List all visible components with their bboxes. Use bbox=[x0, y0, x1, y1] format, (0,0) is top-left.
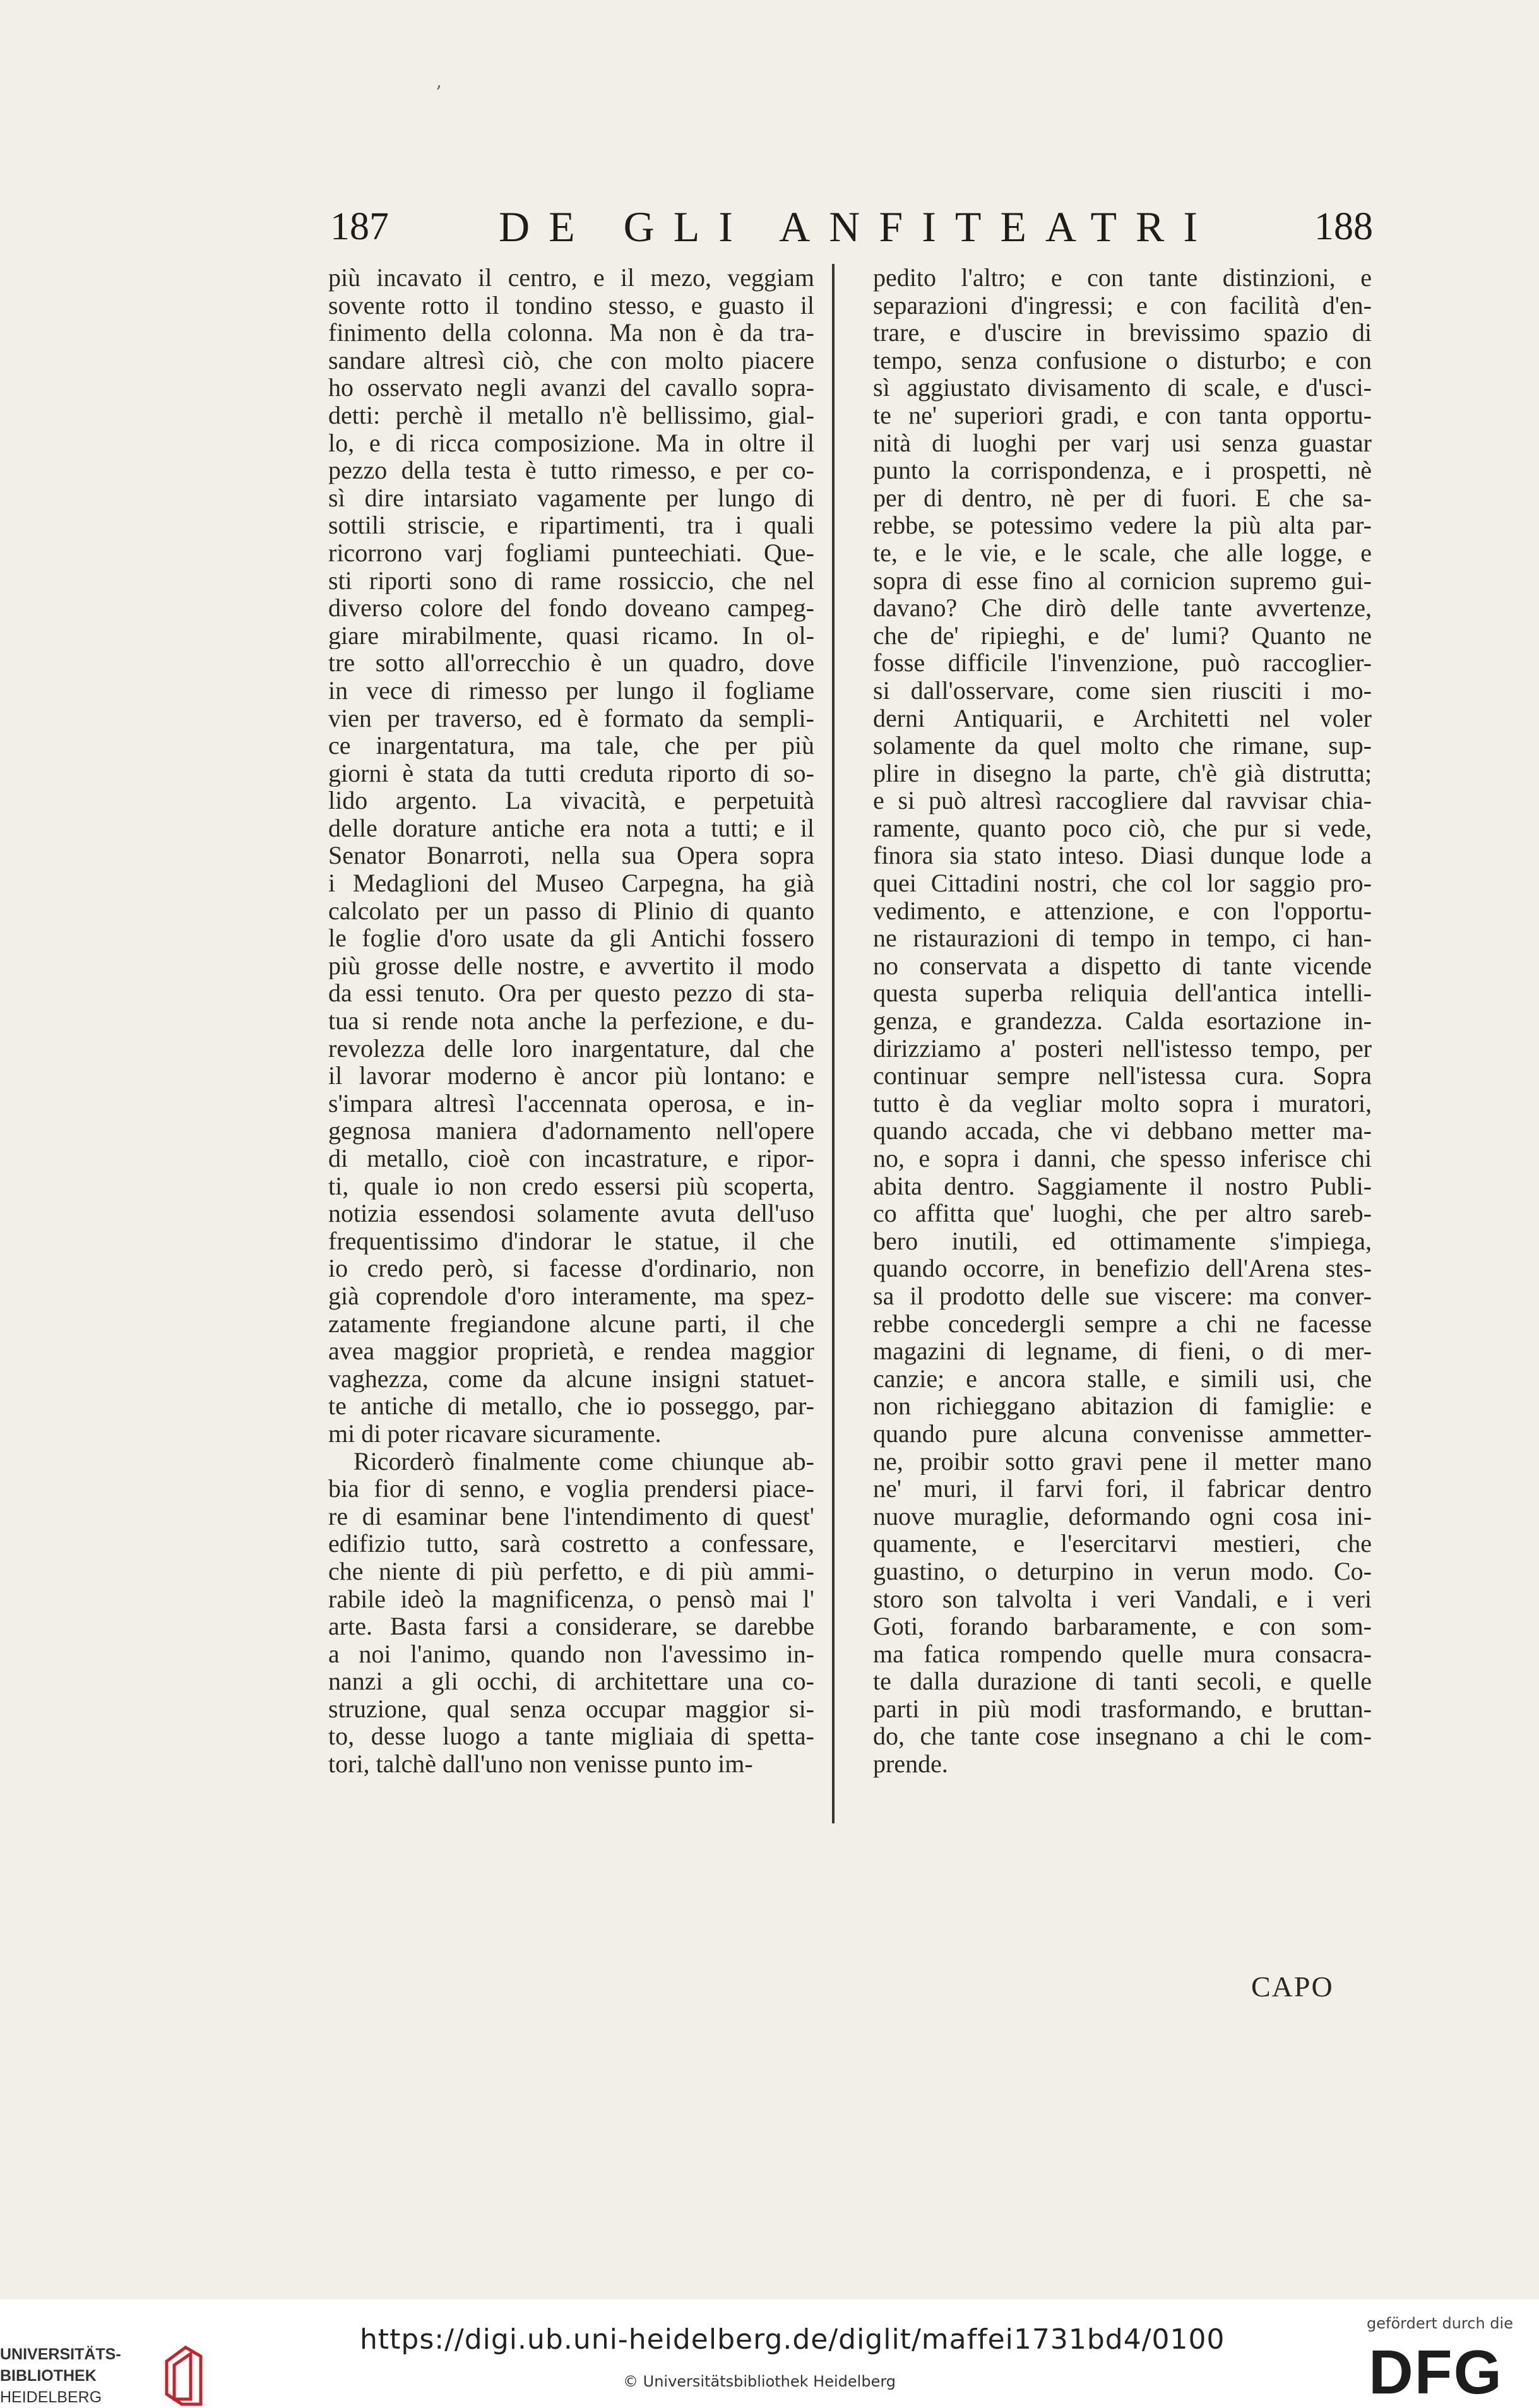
text-line: si dall'osservare, come sien riusciti i mo- bbox=[873, 676, 1372, 705]
text-line: finimento della colonna. Ma non è da tra- bbox=[328, 319, 814, 347]
text-line: ricorrono varj fogliami punteechiati. Que- bbox=[328, 539, 814, 567]
text-line: revolezza delle loro inargentature, dal che bbox=[328, 1034, 814, 1063]
text-line: plire in disegno la parte, ch'è già distrutta; bbox=[873, 759, 1372, 787]
text-line: tori, talchè dall'uno non venisse punto im- bbox=[328, 1750, 753, 1778]
text-line: sottili striscie, e ripartimenti, tra i quali bbox=[328, 511, 814, 539]
text-line: canzie; e ancora stalle, e simili usi, che bbox=[873, 1364, 1372, 1393]
text-line: le foglie d'oro usate da gli Antichi fossero bbox=[328, 924, 814, 952]
text-line: vedimento, e attenzione, e con l'opportu- bbox=[873, 897, 1372, 925]
text-line: quando accada, che vi debbano metter ma- bbox=[873, 1117, 1372, 1145]
text-line: abita dentro. Saggiamente il nostro Publi- bbox=[873, 1172, 1372, 1200]
library-emblem-icon bbox=[162, 2344, 206, 2407]
text-line: i Medaglioni del Museo Carpegna, ha già bbox=[328, 869, 814, 897]
text-line: tua si rende nota anche la perfezione, e du- bbox=[328, 1007, 814, 1035]
text-line: sti riporti sono di rame rossiccio, che nel bbox=[328, 566, 814, 595]
text-line: tempo, senza confusione o disturbo; e con bbox=[873, 346, 1372, 374]
library-name-line3: HEIDELBERG bbox=[0, 2388, 102, 2406]
text-line: rabile ideò la magnificenza, o pensò mai l' bbox=[328, 1585, 814, 1613]
text-line: parti in più modi trasformando, e bruttan- bbox=[873, 1695, 1372, 1723]
copyright-notice: © Universitätsbibliothek Heidelberg bbox=[623, 2373, 896, 2390]
text-line: no conservata a dispetto di tante vicende bbox=[873, 951, 1372, 980]
text-line: io credo però, si facesse d'ordinario, non bbox=[328, 1255, 814, 1282]
text-line: rebbe, se potessimo vedere la più alta par- bbox=[873, 511, 1372, 539]
library-name bbox=[0, 2344, 158, 2408]
text-line: ramente, quanto poco ciò, che pur si vede, bbox=[873, 814, 1372, 842]
text-line: ne' muri, il farvi fori, il fabricar dentro bbox=[873, 1475, 1372, 1503]
text-line: magazini di legname, di fieni, o di mer- bbox=[873, 1337, 1372, 1365]
text-line: tre sotto all'orrecchio è un quadro, dove bbox=[328, 649, 814, 677]
text-line: sopra di esse fino al cornicion supremo gui- bbox=[873, 566, 1372, 595]
page-number-right: 188 bbox=[1314, 205, 1373, 248]
text-line: il lavorar moderno è ancor più lontano: e bbox=[328, 1062, 814, 1090]
text-line: diverso colore del fondo doveano campeg- bbox=[328, 594, 814, 622]
text-line: co affitta que' luoghi, che per altro sareb- bbox=[873, 1200, 1372, 1227]
text-line: e si può altresì raccogliere dal ravvisar chia- bbox=[873, 787, 1372, 814]
text-line: calcolato per un passo di Plinio di quanto bbox=[328, 897, 814, 925]
text-line: te, e le vie, e le scale, che alle logge, e bbox=[873, 539, 1372, 567]
text-line: pezzo della testa è tutto rimesso, e per co- bbox=[328, 456, 814, 484]
text-line: notizia essendosi solamente avuta dell'uso bbox=[328, 1200, 814, 1227]
text-line: ce inargentatura, ma tale, che per più bbox=[328, 732, 814, 760]
text-line: rebbe concedergli sempre a chi ne facesse bbox=[873, 1309, 1372, 1338]
library-logo[interactable] bbox=[0, 2322, 240, 2406]
library-name-line2: BIBLIOTHEK bbox=[0, 2367, 97, 2385]
text-line: te ne' superiori gradi, e con tanta opportu- bbox=[873, 401, 1372, 429]
text-line: solamente da quel molto che rimane, sup- bbox=[873, 732, 1372, 760]
text-line: che de' ripieghi, e de' lumi? Quanto ne bbox=[873, 621, 1372, 650]
text-line: tutto è da vegliar molto sopra i muratori, bbox=[873, 1089, 1372, 1118]
funding-note: gefördert durch die bbox=[1367, 2315, 1513, 2332]
library-name-line1: UNIVERSITÄTS- bbox=[0, 2345, 121, 2363]
text-line: prende. bbox=[873, 1750, 948, 1778]
text-line: sa il prodotto delle sue viscere: ma conver- bbox=[873, 1282, 1372, 1310]
text-line: arte. Basta farsi a considerare, se darebbe bbox=[328, 1612, 814, 1640]
viewer-footer bbox=[0, 2299, 1539, 2408]
text-line: Goti, forando barbaramente, e con som- bbox=[873, 1612, 1372, 1640]
text-line: to, desse luogo a tante migliaia di spetta- bbox=[328, 1722, 814, 1751]
text-line: che niente di più perfetto, e di più ammi- bbox=[328, 1557, 814, 1585]
text-line: di metallo, cioè con incastrature, e ripor- bbox=[328, 1145, 814, 1172]
text-line: da essi tenuto. Ora per questo pezzo di sta- bbox=[328, 979, 814, 1008]
text-line: bia fior di senno, e voglia prendersi piace- bbox=[328, 1475, 814, 1503]
catchword: CAPO bbox=[1251, 1970, 1334, 2003]
text-line: s'impara altresì l'accennata operosa, e in- bbox=[328, 1089, 814, 1118]
text-line: ne ristaurazioni di tempo in tempo, ci han- bbox=[873, 924, 1372, 952]
text-line: dirizziamo a' posteri nell'istesso tempo, per bbox=[873, 1034, 1372, 1063]
paper-speck: ’ bbox=[436, 82, 442, 104]
text-line: do, che tante cose insegnano a chi le com- bbox=[873, 1722, 1372, 1751]
text-line: re di esaminar bene l'intendimento di quest' bbox=[328, 1502, 814, 1530]
text-line: già coprendole d'oro interamente, ma spez- bbox=[328, 1282, 814, 1310]
text-line: pedito l'altro; e con tante distinzioni, e bbox=[873, 264, 1372, 292]
text-line: in vece di rimesso per lungo il fogliame bbox=[328, 676, 814, 705]
text-line: nuove muraglie, deformando ogni cosa ini- bbox=[873, 1502, 1372, 1530]
text-line: avea maggior proprietà, e rendea maggior bbox=[328, 1337, 814, 1365]
text-line: quando occorre, in benefizio dell'Arena stes- bbox=[873, 1255, 1372, 1282]
text-line: ho osservato negli avanzi del cavallo sopra- bbox=[328, 374, 814, 402]
running-header bbox=[325, 202, 1379, 259]
text-line: non richieggano abitazion di famiglie: e bbox=[873, 1392, 1372, 1420]
text-line: vaghezza, come da alcune insigni statuet- bbox=[328, 1364, 814, 1393]
text-line: ma fatica rompendo quelle mura consacra- bbox=[873, 1640, 1372, 1668]
text-line: sì dire intarsiato vagamente per lungo di bbox=[328, 484, 814, 512]
text-line: ti, quale io non credo essersi più scoperta, bbox=[328, 1172, 814, 1200]
text-line: per di dentro, nè per di fuori. E che sa- bbox=[873, 484, 1372, 512]
dfg-logo[interactable]: DFG bbox=[1369, 2337, 1503, 2407]
text-line: sì aggiustato divisamento di scale, e d'usci- bbox=[873, 374, 1372, 402]
column-divider-rule bbox=[832, 264, 835, 1823]
text-line: sovente rotto il tondino stesso, e guasto il bbox=[328, 291, 814, 319]
text-line: lido argento. La vivacità, e perpetuità bbox=[328, 787, 814, 814]
text-line: quando pure alcuna convenisse ammetter- bbox=[873, 1419, 1372, 1448]
right-text-column bbox=[873, 264, 1372, 1778]
text-line: ne, proibir sotto gravi pene il metter mano bbox=[873, 1447, 1372, 1475]
text-line: trare, e d'uscire in brevissimo spazio di bbox=[873, 319, 1372, 347]
text-line: punto la corrispondenza, e i prospetti, nè bbox=[873, 456, 1372, 484]
text-line: lo, e di ricca composizione. Ma in oltre il bbox=[328, 429, 814, 457]
text-line: a noi l'animo, quando non l'avessimo in- bbox=[328, 1640, 814, 1668]
page-number-left: 187 bbox=[330, 205, 389, 248]
text-line: giorni è stata da tutti creduta riporto di so- bbox=[328, 759, 814, 787]
text-line: struzione, qual senza occupar maggior si- bbox=[328, 1695, 814, 1723]
text-line: te dalla durazione di tanti secoli, e quelle bbox=[873, 1667, 1372, 1695]
text-line: guastino, o deturpino in verun modo. Co- bbox=[873, 1557, 1372, 1585]
text-line: separazioni d'ingressi; e con facilità d'en- bbox=[873, 291, 1372, 319]
text-line: bero inutili, ed ottimamente s'impiega, bbox=[873, 1227, 1372, 1255]
text-line: storo son talvolta i veri Vandali, e i veri bbox=[873, 1585, 1372, 1613]
text-line: quei Cittadini nostri, che col lor saggio pro- bbox=[873, 869, 1372, 897]
text-line: te antiche di metallo, che io posseggo, par- bbox=[328, 1392, 814, 1420]
text-line: più grosse delle nostre, e avvertito il modo bbox=[328, 951, 814, 980]
text-line: mi di poter ricavare sicuramente. bbox=[328, 1419, 662, 1448]
text-line: Ricorderò finalmente come chiunque ab- bbox=[354, 1447, 814, 1475]
text-line: genza, e grandezza. Calda esortazione in- bbox=[873, 1007, 1372, 1035]
text-line: nanzi a gli occhi, di architettare una co- bbox=[328, 1667, 814, 1695]
text-line: edifizio tutto, sarà costretto a confessare, bbox=[328, 1530, 814, 1558]
text-line: davano? Che dirò delle tante avvertenze, bbox=[873, 594, 1372, 622]
text-line: derni Antiquarii, e Architetti nel voler bbox=[873, 704, 1372, 732]
left-text-column bbox=[328, 264, 814, 1778]
text-line: zatamente fregiandone alcune parti, il che bbox=[328, 1309, 814, 1338]
text-line: fosse difficile l'invenzione, può raccoglier- bbox=[873, 649, 1372, 677]
text-line: questa superba reliquia dell'antica intelli- bbox=[873, 979, 1372, 1008]
text-line: gegnosa maniera d'adornamento nell'opere bbox=[328, 1117, 814, 1145]
running-title: DE GLI ANFITEATRI bbox=[499, 203, 1217, 251]
text-line: detti: perchè il metallo n'è bellissimo, gial- bbox=[328, 401, 814, 429]
text-line: più incavato il centro, e il mezo, veggiam bbox=[328, 264, 814, 292]
text-line: sandare altresì ciò, che con molto piacere bbox=[328, 346, 814, 374]
text-line: no, e sopra i danni, che spesso inferisce chi bbox=[873, 1145, 1372, 1172]
text-line: frequentissimo d'indorar le statue, il che bbox=[328, 1227, 814, 1255]
text-line: quamente, e l'esercitarvi mestieri, che bbox=[873, 1530, 1372, 1558]
text-line: Senator Bonarroti, nella sua Opera sopra bbox=[328, 842, 814, 870]
text-line: delle dorature antiche era nota a tutti; e il bbox=[328, 814, 814, 842]
permalink-url[interactable]: https://digi.ub.uni-heidelberg.de/diglit/maffei1731bd4/0100 bbox=[360, 2323, 1225, 2356]
text-line: vien per traverso, ed è formato da sempli- bbox=[328, 704, 814, 732]
text-line: giare mirabilmente, quasi ricamo. In ol- bbox=[328, 621, 814, 650]
text-line: continuar sempre nell'istessa cura. Sopra bbox=[873, 1062, 1372, 1090]
text-line: finora sia stato inteso. Diasi dunque lode a bbox=[873, 842, 1372, 870]
text-line: nità di luoghi per varj usi senza guastar bbox=[873, 429, 1372, 457]
